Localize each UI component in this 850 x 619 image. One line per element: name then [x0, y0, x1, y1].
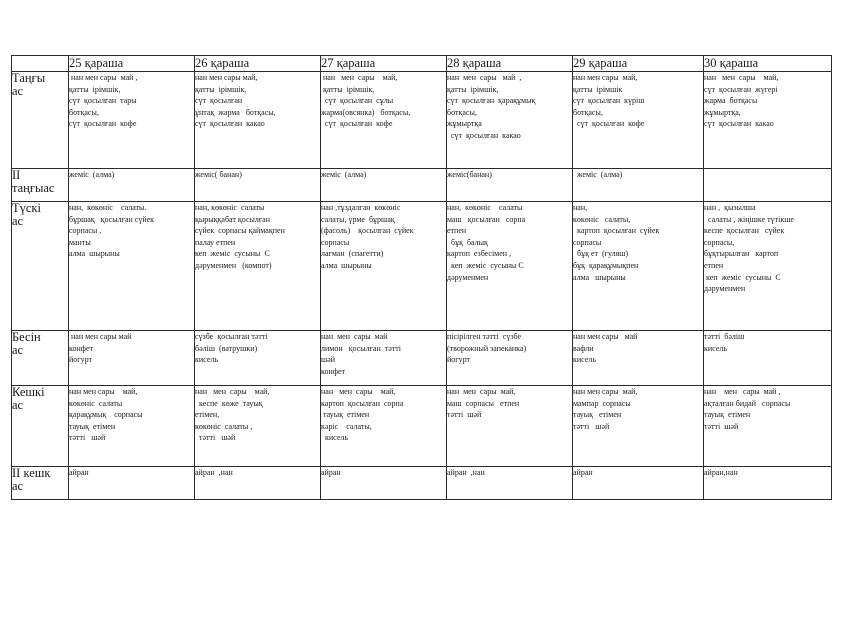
dish-line: лимон қосылған тәтті — [321, 343, 401, 353]
dish-line: кисель — [321, 433, 349, 443]
dish-line: сүт қосылған күріш — [573, 96, 645, 106]
dish-line: сүт қосылған кофе — [573, 119, 645, 129]
menu-cell — [69, 386, 195, 467]
dish-line: нан, — [573, 203, 588, 212]
dish-line: етпен — [447, 226, 467, 236]
dish-line: тауық етімен — [69, 421, 116, 431]
dish-line: қарақұмық сорпасы — [69, 410, 143, 420]
dish-line: сорпасы — [573, 237, 602, 247]
dish-line: тауық етімен — [321, 410, 370, 420]
dish-line: айран — [573, 468, 593, 477]
dish-line: жұмыртқа, — [704, 107, 741, 117]
day-header: 26 қараша — [195, 56, 321, 72]
menu-cell — [69, 202, 195, 331]
dish-line: пісірілген тәтті сүзбе — [447, 332, 521, 341]
menu-cell — [195, 169, 321, 202]
day-header: 29 қараша — [573, 56, 704, 72]
dish-line: жеміс (алма) — [69, 170, 115, 179]
menu-cell — [704, 169, 832, 202]
dish-line: алма шырыны — [573, 272, 626, 282]
meal-label-line: ас — [12, 343, 24, 357]
meal-label — [12, 169, 69, 202]
dish-line: тәтті шәй — [69, 433, 106, 443]
meal-row-dinner — [12, 386, 832, 467]
dish-line: лағман (спагетти) — [321, 249, 384, 259]
dish-line: етпен — [704, 260, 724, 270]
dish-line: айран,нан — [704, 468, 738, 477]
dish-line: тауық етімен — [573, 410, 622, 420]
dish-line: етімен, — [195, 410, 220, 420]
dish-line: тәтті шәй — [573, 421, 610, 431]
dish-line: алма шырыны — [69, 249, 120, 259]
menu-cell — [704, 467, 832, 500]
dish-line: йогурт — [447, 355, 470, 365]
dish-line: кеп жеміс сусыны С — [195, 249, 270, 259]
meal-label-line: ас — [12, 479, 24, 493]
dish-line: кеспе көже тауық — [195, 398, 263, 408]
menu-cell — [573, 169, 704, 202]
dish-line: қатты ірімшік — [573, 84, 623, 94]
dish-line: бәліш (ватрушки) — [195, 343, 258, 353]
dish-line: шәй — [321, 355, 335, 365]
menu-cell — [69, 331, 195, 386]
dish-line: картоп қосылған сүйек — [573, 226, 660, 236]
dish-line: айран ,нан — [447, 468, 485, 477]
menu-cell — [573, 72, 704, 169]
dish-line: салаты, үрме бұршақ — [321, 214, 395, 224]
dish-line: нан мен сары май, — [573, 387, 638, 396]
menu-cell — [321, 72, 447, 169]
dish-line: картоп қосылған сорпа — [321, 398, 404, 408]
menu-cell — [573, 467, 704, 500]
day-header: 30 қараша — [704, 56, 832, 72]
dish-line: конфет — [321, 366, 345, 376]
dish-line: сүзбе қосылған тәтті — [195, 332, 268, 341]
dish-line: дәруменмен — [704, 284, 746, 294]
dish-line: нан мен сары май — [69, 332, 132, 341]
dish-line: кеспе қосылған сүйек — [704, 226, 785, 236]
menu-cell — [321, 386, 447, 467]
dish-line: жұмыртқа — [447, 119, 482, 129]
meal-label — [12, 467, 69, 500]
meal-label-line: Бесін — [12, 330, 41, 344]
meal-label-line: II кешк — [12, 466, 51, 480]
meal-label-line: Таңғы — [12, 71, 46, 85]
dish-line: сүт қосылған тары — [69, 96, 137, 106]
dish-line: жеміс(банан) — [447, 170, 492, 179]
dish-line: айран ,нан — [195, 468, 233, 477]
menu-cell — [321, 331, 447, 386]
dish-line: кеп жеміс сусыны С — [447, 260, 524, 270]
dish-line: жеміс( банан) — [195, 170, 242, 179]
dish-line: нан мен сары май, — [573, 73, 638, 82]
dish-line: ботқасы, — [447, 107, 477, 117]
dish-line: сорпасы — [321, 237, 350, 247]
menu-cell — [69, 467, 195, 500]
dish-line: нан мен сары май, — [195, 73, 258, 82]
menu-cell — [704, 202, 832, 331]
dish-line: көкөніс салаты, — [573, 214, 631, 224]
meal-row-snack — [12, 331, 832, 386]
dish-line: бұқ балық — [447, 237, 488, 247]
dish-line: сүт қосылған жүгері — [704, 84, 778, 94]
dish-line: дәруменмен (компот) — [195, 260, 272, 270]
dish-line: сүт қосылған какао — [195, 119, 265, 129]
meal-row-second-breakfast — [12, 169, 832, 202]
dish-line: сүт қосылған какао — [447, 130, 521, 140]
dish-line: дәруменмен — [447, 272, 489, 282]
menu-cell — [704, 331, 832, 386]
dish-line: тәтті шәй — [447, 410, 482, 420]
menu-cell — [321, 169, 447, 202]
meal-label-line: II — [12, 168, 21, 182]
dish-line: нан мен сары май — [321, 332, 388, 341]
dish-line: вафли — [573, 343, 594, 353]
dish-line: ботқасы, — [573, 107, 603, 117]
dish-line: көкөніс салаты — [69, 398, 123, 408]
dish-line: қатты ірімшік, — [69, 84, 121, 94]
dish-line: бұршақ қосылған сүйек — [69, 214, 155, 224]
dish-line: қырыққабат қосылған — [195, 214, 270, 224]
dish-line: тәтті бәліш — [704, 332, 745, 341]
dish-line: көкөніс салаты , — [195, 421, 253, 431]
menu-cell — [447, 331, 573, 386]
menu-cell — [447, 72, 573, 169]
day-header: 25 қараша — [69, 56, 195, 72]
dish-line: жеміс (алма) — [573, 170, 623, 179]
dish-line: сүт қосылған қарақұмық — [447, 96, 536, 106]
dish-line: бұқ қарақұмықпен — [573, 260, 639, 270]
meal-row-second-dinner — [12, 467, 832, 500]
menu-cell — [447, 386, 573, 467]
dish-line: нан мен сары май , — [69, 73, 138, 82]
dish-line: қатты ірімшік, — [447, 84, 499, 94]
dish-line: қатты ірімшік, — [321, 84, 375, 94]
dish-line: мампар сорпасы — [573, 398, 631, 408]
menu-cell — [321, 202, 447, 331]
dish-line: маш қосылған сорпа — [447, 214, 526, 224]
dish-line: нан мен сары май, — [321, 387, 396, 396]
dish-line: айран — [321, 468, 341, 477]
corner-cell — [12, 56, 69, 72]
dish-line: нан мен сары май — [573, 332, 638, 341]
day-header: 28 қараша — [447, 56, 573, 72]
dish-line: бұқ ет (гуляш) — [573, 249, 629, 259]
menu-cell — [195, 72, 321, 169]
dish-line: нан, көкөніс салаты — [195, 203, 265, 212]
dish-line: кеп жеміс сусыны С — [704, 272, 781, 282]
dish-line: алма шырыны — [321, 260, 372, 270]
dish-line: нан мен сары май , — [447, 73, 522, 82]
meal-label-line: Түскі — [12, 201, 41, 215]
dish-line: маш сорпасы етпен — [447, 398, 520, 408]
dish-line: (фасоль) қосылған сүйек — [321, 226, 414, 236]
menu-cell — [704, 72, 832, 169]
menu-cell — [447, 202, 573, 331]
menu-cell — [195, 386, 321, 467]
dish-line: салаты , жіңішке түтікше — [704, 214, 794, 224]
menu-cell — [321, 467, 447, 500]
dish-line: нан мен сары май , — [704, 387, 781, 396]
menu-cell — [69, 169, 195, 202]
meal-label-line: ас — [12, 398, 24, 412]
meal-label — [12, 202, 69, 331]
menu-cell — [195, 202, 321, 331]
dish-line: ұнтақ жарма ботқасы, — [195, 107, 276, 117]
dish-line: картоп езбесімен , — [447, 249, 512, 259]
dish-line: конфет — [69, 343, 93, 353]
dish-line: бұқтырылған картоп — [704, 249, 779, 259]
dish-line: сүйек сорпасы қаймақпен — [195, 226, 285, 236]
dish-line: нан мен сары май, — [69, 387, 138, 396]
dish-line: сорпасы , — [69, 226, 102, 236]
header-row — [12, 56, 832, 72]
dish-line: қатты ірімшік, — [195, 84, 247, 94]
meal-label-line: Кешкі — [12, 385, 45, 399]
dish-line: нан мен сары май, — [321, 73, 398, 82]
dish-line: нан мен сары май, — [704, 73, 779, 82]
dish-line: жарма(овсянка) ботқасы, — [321, 107, 411, 117]
menu-cell — [573, 331, 704, 386]
dish-line: айран — [69, 468, 89, 477]
menu-cell — [195, 467, 321, 500]
dish-line: жеміс (алма) — [321, 170, 367, 179]
day-header: 27 қараша — [321, 56, 447, 72]
dish-line: тауық етімен — [704, 410, 751, 420]
dish-line: тәтті шәй — [195, 433, 236, 443]
meal-label — [12, 72, 69, 169]
dish-line: жарма ботқасы — [704, 96, 758, 106]
meal-row-lunch — [12, 202, 832, 331]
weekly-menu-table — [11, 55, 832, 500]
dish-line: кисель — [704, 343, 728, 353]
dish-line: (творожный запеканка) — [447, 343, 527, 353]
menu-cell — [573, 386, 704, 467]
dish-line: кисель — [573, 355, 597, 365]
dish-line: нан ,тұздалған көкөніс — [321, 203, 401, 212]
menu-cell — [447, 467, 573, 500]
dish-line: сүт қосылған — [195, 96, 243, 106]
dish-line: йогурт — [69, 355, 92, 365]
menu-cell — [447, 169, 573, 202]
dish-line: ботқасы, — [69, 107, 99, 117]
dish-line: сорпасы, — [704, 237, 735, 247]
dish-line: нан, көкөніс салаты. — [69, 203, 147, 212]
dish-line: тәтті шәй — [704, 421, 739, 431]
meal-label-line: таңғыас — [12, 181, 55, 195]
dish-line: нан мен сары май, — [447, 387, 516, 396]
dish-line: нан мен сары май, — [195, 387, 270, 396]
meal-row-breakfast — [12, 72, 832, 169]
meal-label — [12, 386, 69, 467]
menu-cell — [195, 331, 321, 386]
dish-line: палау етпен — [195, 237, 236, 247]
dish-line: сүт қосылған кофе — [69, 119, 137, 129]
menu-cell — [573, 202, 704, 331]
dish-line: кәріс салаты, — [321, 421, 372, 431]
meal-label-line: ас — [12, 84, 24, 98]
dish-line: сүт қосылған сұлы — [321, 96, 394, 106]
meal-label — [12, 331, 69, 386]
dish-line: нан, көкөніс салаты — [447, 203, 523, 212]
dish-line: ақталған бидай сорпасы — [704, 398, 791, 408]
dish-line: манты — [69, 237, 91, 247]
meal-label-line: ас — [12, 214, 24, 228]
dish-line: кисель — [195, 355, 219, 365]
dish-line: сүт қосылған какао — [704, 119, 774, 129]
dish-line: нан , қызылша — [704, 203, 756, 212]
dish-line: сүт қосылған кофе — [321, 119, 393, 129]
menu-cell — [704, 386, 832, 467]
menu-cell — [69, 72, 195, 169]
